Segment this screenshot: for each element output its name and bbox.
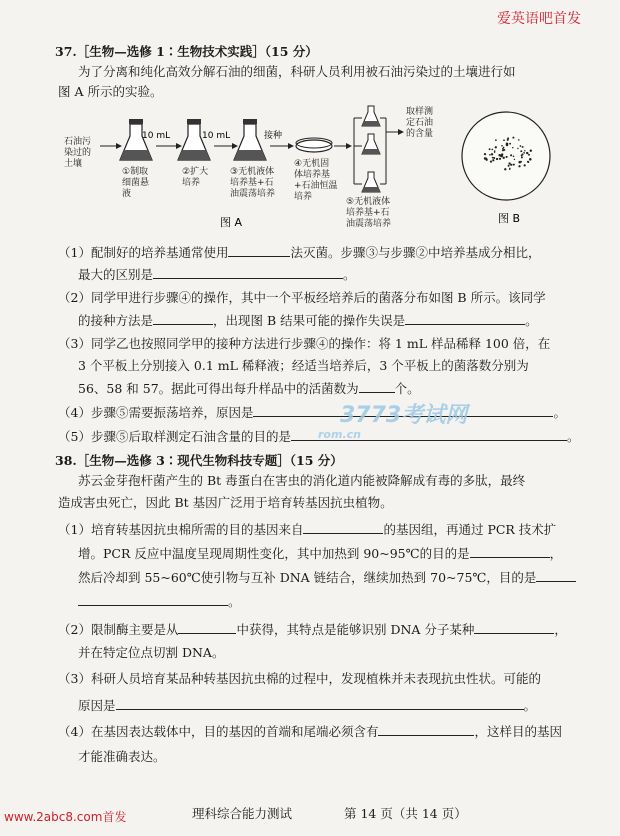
colony-dot [517, 148, 518, 149]
q37-p4 [58, 404, 566, 421]
colony-dot [518, 139, 520, 141]
colony-dot [495, 146, 497, 148]
q37-p1-c: 最大的区别是 [78, 267, 154, 282]
q38-p2-b: 中获得，其特点是能够识别 DNA 分子某种 [236, 622, 475, 637]
q37-p1-end: 。 [343, 267, 356, 282]
small-flask-3 [362, 172, 380, 192]
step3-line-2: 油震荡培养 [230, 189, 276, 199]
small-flask-1 [362, 106, 380, 126]
footer-site: www.2abc8.com首发 [4, 810, 127, 824]
colony-dot [520, 145, 522, 147]
figure-b [454, 102, 564, 226]
colony-dot [504, 168, 506, 170]
q37-p5-end: 。 [566, 429, 580, 444]
colony-dot [509, 143, 511, 145]
colony-dot [490, 161, 492, 163]
q37-intro-2: 图 A 所示的实验。 [58, 84, 163, 99]
q38-intro-1: 苏云金芽孢杆菌产生的 Bt 毒蛋白在害虫的消化道内能被降解成有毒的多肽，最终 [78, 473, 526, 488]
colony-dot [510, 154, 512, 156]
footer-subject: 理科综合能力测试 [192, 806, 293, 821]
colony-dot [507, 137, 509, 139]
colony-dot [499, 158, 501, 160]
q37-p1-a: （1）配制好的培养基通常使用 [58, 245, 229, 260]
q38-p4-blank[interactable] [378, 723, 474, 736]
q38-p4-line2: 才能准确表达。 [78, 749, 166, 764]
sample-label-2: 的含量 [406, 129, 434, 139]
q38-p1-c-end: ， [549, 546, 563, 561]
q38-p4-a: （4）在基因表达载体中，目的基因的首端和尾端必须含有 [58, 724, 379, 739]
step4-line-2: +石油恒温 [294, 181, 338, 191]
colony-dot [489, 154, 491, 156]
q37-intro-1: 为了分离和纯化高效分解石油的细菌，科研人员利用被石油污染过的土壤进行如 [78, 64, 516, 79]
colony-dot [508, 162, 510, 164]
figure-a-caption: 图 A [220, 216, 243, 228]
q38-title: 38.［生物—选修 3∶现代生物科技专题］（15 分） [55, 453, 343, 468]
colony-dot [527, 152, 529, 154]
q38-p1-blank-4[interactable] [78, 593, 228, 606]
colony-dot [495, 139, 497, 141]
colony-dot [496, 158, 498, 160]
q37-p3-c: 56、58 和 57。据此可得出每升样品中的活菌数为 [78, 381, 359, 396]
q38-p1-line4 [78, 593, 241, 610]
step4-line-1: 体培养基 [294, 170, 331, 180]
colony-dot [484, 153, 486, 155]
colony-dot [513, 155, 515, 157]
q38-p4-line1 [58, 723, 562, 740]
q38-p2-line2: 并在特定位点切割 DNA。 [78, 645, 225, 660]
colony-dot [502, 149, 504, 151]
colony-dot [508, 165, 510, 167]
inoculate-label: 接种 [264, 131, 283, 141]
watermark-url: rom.cn [318, 428, 361, 441]
colony-dot [522, 146, 524, 148]
colony-dot [493, 157, 495, 159]
colony-dot [489, 148, 491, 150]
q37-p3-blank[interactable] [359, 380, 395, 393]
q38-p3-line1: （3）科研人员培育某品种转基因抗虫棉的过程中，发现植株并未表现抗虫性状。可能的 [58, 671, 541, 686]
step2-line-1: 培养 [182, 178, 201, 188]
step5-line-1: 培养基+石 [346, 208, 390, 218]
colony-dot [503, 147, 505, 149]
colony-dot [512, 147, 513, 148]
colony-dot [524, 150, 525, 151]
q38-p1-blank-3[interactable] [536, 569, 576, 582]
q38-p1-blank-1[interactable] [303, 521, 383, 534]
colony-dot [501, 145, 503, 147]
q38-p2-blank-1[interactable] [178, 621, 236, 634]
colony-dot [509, 168, 511, 170]
q38-p1-blank-2[interactable] [470, 545, 550, 558]
colony-dot [486, 159, 488, 161]
q38-p2-b-end: ， [554, 622, 567, 637]
colony-dot [528, 154, 530, 156]
step1-line-2: 液 [122, 189, 132, 199]
soil-label-1: 染过的 [64, 148, 92, 158]
colony-dot [523, 152, 525, 154]
colony-dot [503, 139, 505, 141]
watermark-top: 爱英语吧首发 [497, 11, 581, 27]
step5-line-2: 油震荡培养 [346, 219, 392, 228]
colony-dot [506, 156, 508, 158]
step3-line-0: ③无机液体 [230, 167, 275, 177]
q38-p1-d: 然后冷却到 55~60℃使引物与互补 DNA 链结合，继续加热到 70~75℃，目的是 [78, 570, 537, 585]
colony-dot [530, 149, 532, 151]
q38-p3-blank[interactable] [116, 697, 524, 710]
colony-dot [492, 159, 494, 161]
sample-label-1: 定石油 [406, 118, 434, 128]
q38-p3-line2 [78, 697, 536, 714]
q38-p1-line3 [78, 569, 576, 586]
q38-p1-line1 [58, 521, 556, 538]
flask-3 [234, 119, 266, 160]
colony-dot [513, 164, 515, 166]
colony-dot [501, 155, 504, 158]
colony-dot [498, 154, 500, 156]
colony-dot [518, 165, 520, 167]
q37-p2-b: 的接种方法是 [78, 313, 154, 328]
soil-label-0: 石油污 [64, 137, 92, 147]
q38-p3-b: 原因是 [78, 698, 116, 713]
step1-line-1: 细菌悬 [122, 178, 150, 188]
step5-line-0: ⑤无机液体 [346, 197, 391, 207]
q38-p2-blank-2[interactable] [474, 621, 554, 634]
q37-p4-a: （4）步骤⑤需要振荡培养，原因是 [58, 405, 254, 420]
q37-p3-d: 个。 [394, 381, 420, 396]
colony-dot [521, 153, 523, 155]
q37-p3-line2: 3 个平板上分别接入 0.1 mL 稀释液；经适当培养后，3 个平板上的菌落数分别为 [78, 358, 529, 373]
q37-p1-line2 [78, 266, 356, 283]
q37-p2-c: ，出现图 B 结果可能的操作失误是 [213, 313, 406, 328]
colony-dot [506, 143, 509, 146]
q37-p1-b: 法灭菌。步骤③与步骤②中培养基成分相比， [290, 245, 541, 260]
sample-label-0: 取样测 [406, 107, 434, 117]
q38-p2-a: （2）限制酶主要是从 [58, 622, 179, 637]
q38-p4-b: ，这样目的基因 [474, 724, 562, 739]
volume-2: 10 mL [202, 131, 231, 141]
small-flask-2 [362, 134, 380, 154]
petri-dish [296, 138, 332, 152]
step1-line-0: ①制取 [122, 167, 149, 177]
colony-dot [524, 164, 526, 166]
step4-line-0: ④无机固 [294, 159, 330, 169]
step3-line-1: 培养基+石 [230, 178, 274, 188]
step2-line-0: ②扩大 [182, 167, 209, 177]
q37-p2-blank-1[interactable] [153, 312, 213, 325]
colony-dot [520, 161, 522, 163]
q37-p4-end: 。 [553, 405, 566, 420]
q37-p1-blank-1[interactable] [228, 244, 290, 257]
colony-dot [512, 137, 514, 139]
figure-a [50, 102, 465, 228]
watermark-logo: 3773考试网 [340, 403, 468, 428]
q37-p2-line1: （2）同学甲进行步骤④的操作，其中一个平板经培养后的菌落分布如图 B 所示。该同学 [58, 290, 546, 305]
q38-p1-b: 的基因组，再通过 PCR 技术扩 [383, 522, 557, 537]
figure-b-caption: 图 B [498, 212, 521, 225]
q37-p2-line2 [78, 312, 538, 329]
q37-p1-line1 [58, 244, 540, 261]
colony-dot [521, 156, 523, 158]
q37-p3-line1: （3）同学乙也按照同学甲的接种方法进行步骤④的操作：将 1 mL 样品稀释 100 倍，在 [58, 336, 551, 351]
q37-p3-line3 [78, 380, 420, 397]
colony-dot [491, 149, 493, 151]
q38-p1-end: 。 [228, 594, 241, 609]
colony-dot [494, 152, 495, 153]
colony-dot [520, 150, 522, 152]
q38-p1-line2 [78, 545, 562, 562]
colony-dot [491, 153, 493, 155]
colony-dot [529, 158, 532, 161]
step4-line-3: 培养 [294, 192, 313, 202]
q38-p1-c: 增。PCR 反应中温度呈现周期性变化，其中加热到 90~95℃的目的是 [78, 546, 470, 561]
q38-p1-a: （1）培育转基因抗虫棉所需的目的基因来自 [58, 522, 304, 537]
footer-page: 第 14 页（共 14 页） [344, 806, 467, 821]
colony-dot [502, 157, 504, 159]
colony-dot [528, 161, 530, 163]
q38-intro-2: 造成害虫死亡，因此 Bt 基因广泛用于培育转基因抗虫植物。 [58, 495, 393, 510]
volume-1: 10 mL [142, 131, 171, 141]
colony-dot [514, 159, 515, 160]
soil-label-2: 土壤 [64, 159, 83, 169]
q37-p5-a: （5）步骤⑤后取样测定石油含量的目的是 [58, 429, 291, 444]
q38-p3-end: 。 [523, 698, 537, 713]
q37-p2-blank-2[interactable] [405, 312, 525, 325]
q37-title: 37.［生物—选修 1∶生物技术实践］（15 分） [55, 44, 318, 59]
q38-p2-line1 [58, 621, 567, 638]
q37-p2-end: 。 [525, 313, 538, 328]
q37-p1-blank-2[interactable] [153, 266, 343, 279]
